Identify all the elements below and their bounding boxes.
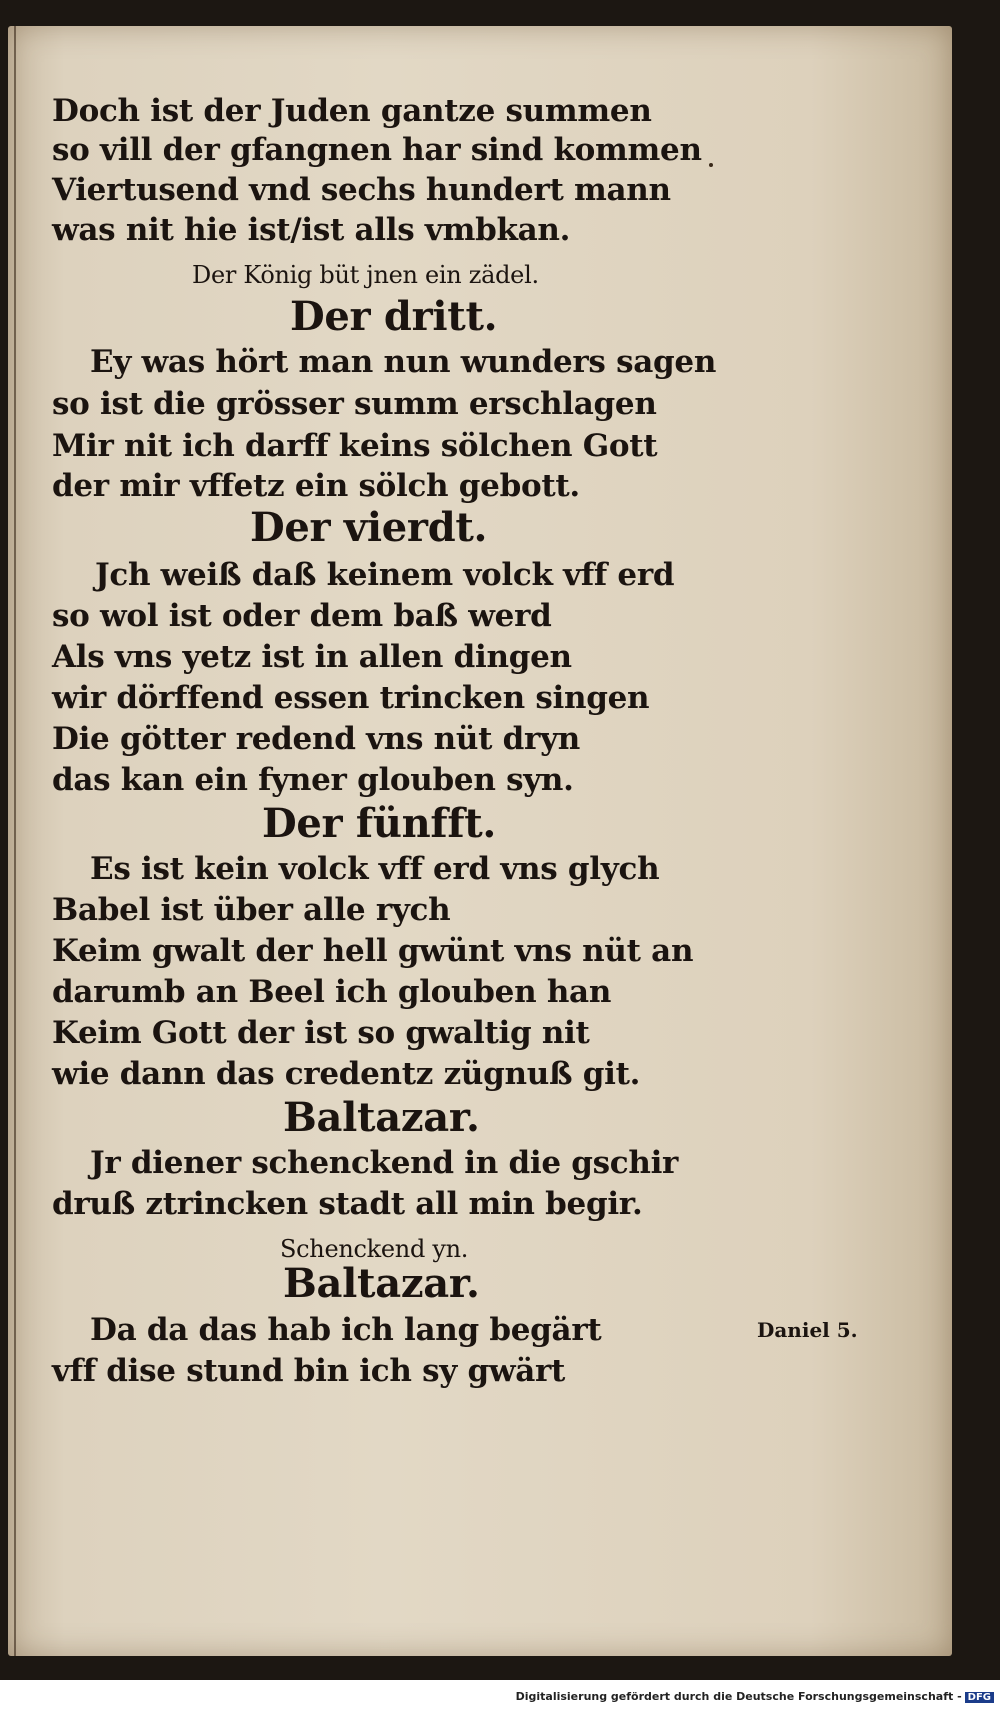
- verse-line: Jch weiß daß keinem volck vff erd: [95, 557, 675, 593]
- verse-line: Da da das hab ich lang begärt: [90, 1312, 602, 1348]
- speaker-heading: Der fünfft.: [262, 800, 497, 847]
- speaker-heading: Baltazar.: [283, 1094, 480, 1141]
- verse-line: darumb an Beel ich glouben han: [52, 974, 612, 1010]
- verse-line: wir dörffend essen trincken singen: [52, 680, 650, 716]
- stage-direction: Schenckend yn.: [280, 1235, 469, 1263]
- verse-line: vff dise stund bin ich sy gwärt: [52, 1353, 566, 1389]
- ink-speck: [709, 163, 713, 167]
- verse-line: Viertusend vnd sechs hundert mann: [52, 172, 671, 208]
- speaker-heading: Der vierdt.: [250, 504, 488, 551]
- dfg-logo: DFG: [965, 1692, 994, 1703]
- verse-line: was nit hie ist/ist alls vmbkan.: [52, 212, 571, 248]
- verse-line: Als vns yetz ist in allen dingen: [52, 639, 572, 675]
- verse-line: Keim Gott der ist so gwaltig nit: [52, 1015, 590, 1051]
- stage-direction: Der König büt jnen ein zädel.: [192, 261, 539, 289]
- verse-line: Es ist kein volck vff erd vns glych: [90, 851, 660, 887]
- verse-line: wie dann das credentz zügnuß git.: [52, 1056, 641, 1092]
- verse-line: Jr diener schenckend in die gschir: [90, 1145, 679, 1181]
- digitization-credit: [516, 1690, 994, 1703]
- verse-line: so ist die grösser summ erschlagen: [52, 386, 657, 422]
- verse-line: Doch ist der Juden gantze summen: [52, 93, 652, 129]
- verse-line: Die götter redend vns nüt dryn: [52, 721, 581, 757]
- page-gutter: [14, 26, 16, 1656]
- verse-line: der mir vffetz ein sölch gebott.: [52, 468, 580, 504]
- verse-line: so wol ist oder dem baß werd: [52, 598, 552, 634]
- verse-line: Ey was hört man nun wunders sagen: [90, 344, 717, 380]
- verse-line: Mir nit ich darff keins sölchen Gott: [52, 428, 658, 464]
- verse-line: druß ztrincken stadt all min begir.: [52, 1186, 643, 1222]
- margin-note: Daniel 5.: [757, 1318, 858, 1342]
- credit-text: Digitalisierung gefördert durch die Deutsche Forschungsgemeinschaft -: [515, 1690, 962, 1703]
- speaker-heading: Baltazar.: [283, 1260, 480, 1307]
- speaker-heading: Der dritt.: [290, 293, 498, 340]
- verse-line: so vill der gfangnen har sind kommen: [52, 132, 702, 168]
- verse-line: das kan ein fyner glouben syn.: [52, 762, 574, 798]
- verse-line: Keim gwalt der hell gwünt vns nüt an: [52, 933, 694, 969]
- verse-line: Babel ist über alle rych: [52, 892, 451, 928]
